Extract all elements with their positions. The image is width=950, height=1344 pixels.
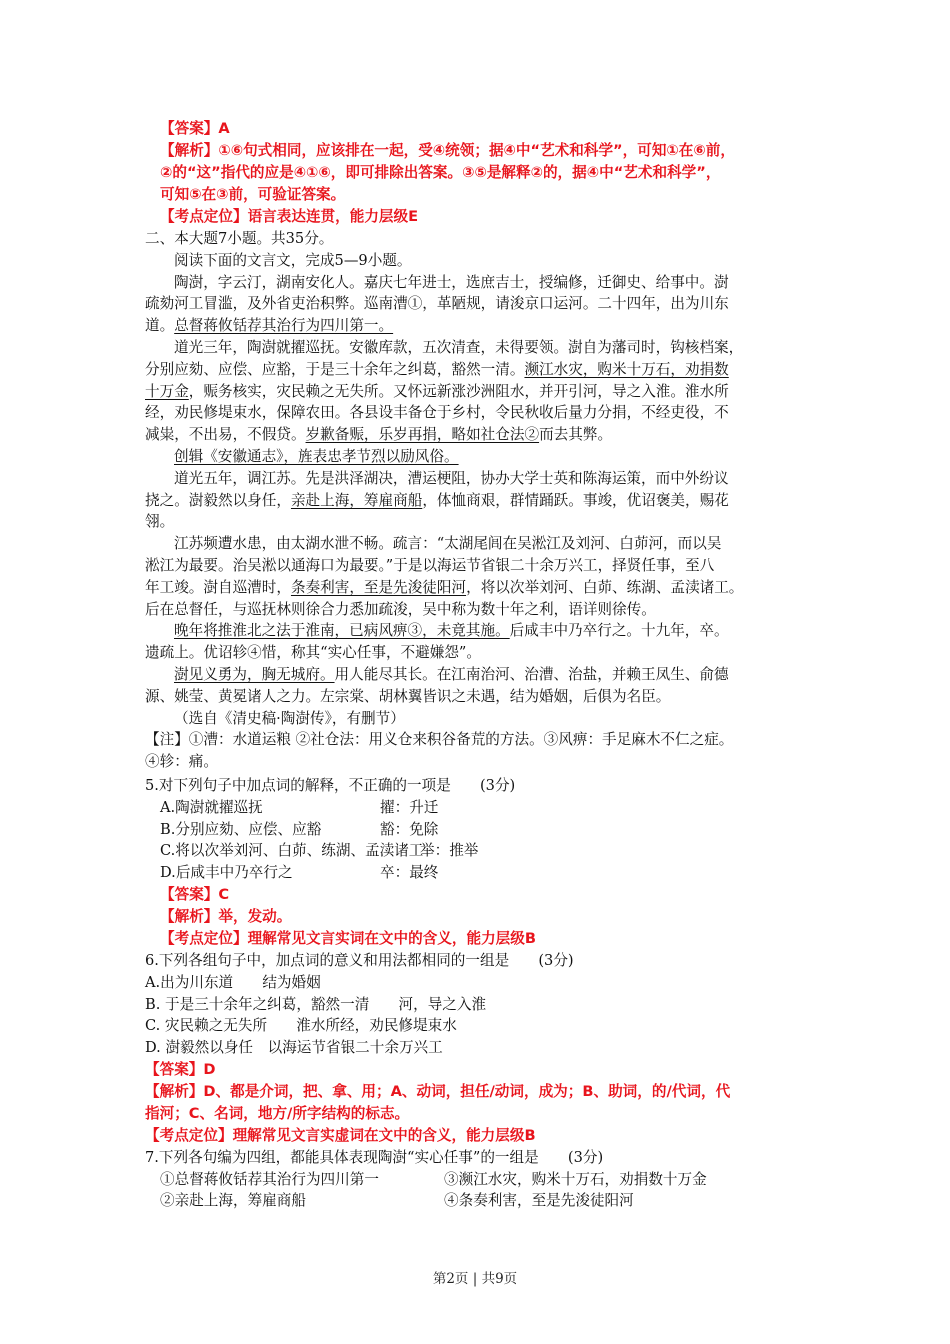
underlined-sentence: 晚年将推淮北之法于淮南，已病风痹③，未竟其施。 (174, 622, 510, 640)
passage-line: 疏劾河工冒滥，及外省吏治积弊。巡南漕①，革陋规，请浚京口运河。二十四年，出为川东 (145, 295, 729, 313)
q4-analysis-line: 可知⑤在③前，可验证答案。 (160, 186, 346, 203)
option-gloss: 卒：最终 (380, 864, 439, 882)
q4-analysis-line: 【解析】①⑥句式相同，应该排在一起，受④统领；据④中“艺术和科学”，可知①在⑥前， (160, 142, 735, 159)
underlined-sentence-4: 条奏利害，至是先浚徒阳河 (290, 578, 467, 596)
passage-text: 而去其弊。 (539, 426, 613, 444)
q7-item: ③濒江水灾，购米十万石，劝捐数十万金 (444, 1170, 707, 1188)
q6-analysis-line: 指河；C、名词，地方/所字结构的标志。 (145, 1104, 410, 1122)
passage-line (145, 359, 817, 381)
passage-text: 减粜，不出易，不假贷。 (145, 426, 306, 444)
option-gloss: 豁：免除 (380, 820, 439, 838)
q7-item: ②亲赴上海，筹雇商船 (160, 1192, 306, 1210)
option-sentence: A.陶澍就擢巡抚 (160, 798, 263, 816)
passage-line: 道光三年，陶澍就擢巡抚。安徽库款，五次清查，未得要领。澍自为藩司时，钩核档案， (174, 338, 744, 356)
passage-line (145, 315, 817, 337)
q7-stem: 7.下列各句编为四组，都能具体表现陶澍“实心任事”的一组是 (3分) (145, 1148, 604, 1166)
q7-item: ①总督蒋攸铦荐其治行为四川第一 (160, 1170, 379, 1188)
q6-exam-point: 【考点定位】理解常见文言实虚词在文中的含义，能力层级B (145, 1126, 536, 1144)
underlined-sentence: 澍见义勇为，胸无城府。 (174, 665, 335, 683)
passage-text: 分别应劾、应偿、应豁，于是三十余年之纠葛，豁然一清。 (145, 360, 525, 378)
underlined-sentence: 岁歉备赈，乐岁再捐，略如社仓法② (305, 426, 540, 444)
passage-line (145, 424, 817, 446)
q7-items-row (145, 1190, 817, 1212)
passage-line: 遗疏上。优诏轸④惜，称其“实心任事，不避嫌怨”。 (145, 644, 481, 662)
q5-exam-point: 【考点定位】理解常见文言实词在文中的含义，能力层级B (160, 929, 536, 947)
section-heading: 二、本大题7小题。共35分。 (145, 230, 334, 247)
q5-option-a (145, 797, 817, 819)
passage-line (145, 446, 817, 468)
passage-text: 用人能尽其长。在江南治河、治漕、治盐，并赖王凤生、俞德 (334, 665, 729, 683)
q7-item: ④条奏利害，至是先浚徒阳河 (444, 1192, 634, 1210)
passage-text: ，体恤商艰，群情踊跃。事竣，优诏褒美，赐花 (422, 491, 729, 509)
underlined-sentence: 创辑《安徽通志》，旌表忠孝节烈以励风俗。 (174, 447, 459, 465)
q5-option-c (145, 840, 817, 862)
underlined-sentence-3: 濒江水灾，购米十万石，劝捐数 (524, 360, 729, 378)
passage-text: 后咸丰中乃卒行之。十九年，卒。 (509, 622, 729, 640)
passage-line: 经，劝民修堤束水，保障农田。各县设丰备仓于乡村，令民秋收后量力分捐，不经吏役，不 (145, 404, 729, 422)
option-sentence: C.将以次举刘河、白茆、练湖、孟渎诸工 (160, 842, 424, 860)
underlined-sentence-3-cont: 十万金 (145, 382, 189, 400)
passage-line: 道光五年，调江苏。先是洪泽湖决，漕运梗阻，协办大学士英和陈海运策，而中外纷议 (174, 469, 729, 487)
q6-analysis-line: 【解析】D、都是介词，把、拿、用；A、动词，担任/动词，成为；B、助词，的/代词，代 (145, 1082, 731, 1100)
passage-text: 挠之。澍毅然以身任， (145, 491, 291, 509)
passage-line (145, 664, 817, 686)
notes-line: 【注】①漕：水道运粮 ②社仓法：用义仓来积谷备荒的方法。③风痹：手足麻木不仁之症。 (145, 731, 734, 749)
q5-analysis: 【解析】举，发动。 (160, 907, 292, 925)
underlined-sentence-1: 总督蒋攸铦荐其治行为四川第一。 (174, 317, 394, 335)
passage-line: 翎。 (145, 513, 175, 531)
passage-line (145, 490, 817, 512)
passage-line (145, 577, 817, 599)
passage-line (145, 381, 817, 403)
passage-text: ，赈务核实，灾民赖之无失所。又怀远新涨沙洲阻水，并开引河，导之入淮。淮水所 (188, 382, 729, 400)
passage-line: 淞江为最要。治吴淞以通海口为最要。”于是以海运节省银二十余万兴工，择贤任事，至八 (145, 556, 715, 574)
q7-items-row (145, 1169, 817, 1191)
passage-line: 源、姚莹、黄冕诸人之力。左宗棠、胡林翼皆识之未遇，结为婚姻，后俱为名臣。 (145, 687, 671, 705)
q4-answer: 【答案】A (160, 120, 230, 137)
page-content (145, 118, 817, 1212)
q6-option-b: B. 于是三十余年之纠葛，豁然一清 河，导之入淮 (145, 995, 487, 1013)
q4-analysis-line: ②的“这”指代的应是④①⑥，即可排除出答案。③⑤是解释②的，据④中“艺术和科学”， (160, 164, 721, 181)
section-intro: 阅读下面的文言文，完成5—9小题。 (174, 251, 412, 269)
q6-answer: 【答案】D (145, 1060, 216, 1078)
passage-line (145, 620, 817, 642)
q5-stem: 5.对下列句子中加点词的解释，不正确的一项是 (3分) (145, 776, 516, 794)
underlined-sentence-2: 亲赴上海，筹雇商船 (290, 491, 423, 509)
passage-line: 后在总督任，与巡抚林则徐合力悉加疏浚，吴中称为数十年之利，语详则徐传。 (145, 600, 656, 618)
passage-line: 陶澍，字云汀，湖南安化人。嘉庆七年进士，选庶吉士，授编修，迁御史、给事中。澍 (174, 273, 729, 291)
q6-option-a: A.出为川东道 结为婚姻 (145, 973, 321, 991)
page-footer: 第2页 | 共9页 (432, 1271, 518, 1287)
option-gloss: 举：推举 (420, 842, 479, 860)
passage-source: （选自《清史稿·陶澍传》，有删节） (174, 709, 405, 727)
passage-text: 年工竣。澍自巡漕时， (145, 578, 291, 596)
q5-option-b (145, 819, 817, 841)
q6-option-c: C. 灾民赖之无失所 淮水所经，劝民修堤束水 (145, 1017, 457, 1035)
q4-exam-point: 【考点定位】语言表达连贯，能力层级E (160, 208, 419, 225)
notes-line: ④轸：痛。 (145, 753, 218, 771)
q5-answer: 【答案】C (160, 885, 230, 903)
q5-option-d (145, 862, 817, 884)
option-sentence: B.分别应劾、应偿、应豁 (160, 820, 322, 838)
passage-text: ，将以次举刘河、白茆、练湖、孟渎诸工。 (466, 578, 744, 596)
passage-text: 道。 (145, 317, 175, 335)
q6-option-d: D. 澍毅然以身任 以海运节省银二十余万兴工 (145, 1039, 443, 1057)
option-sentence: D.后咸丰中乃卒行之 (160, 864, 293, 882)
passage-line: 江苏频遭水患，由太湖水泄不畅。疏言：“太湖尾闾在吴淞江及刘河、白茆河，而以吴 (174, 535, 722, 553)
q6-stem: 6.下列各组句子中，加点词的意义和用法都相同的一组是 (3分) (145, 951, 574, 969)
option-gloss: 擢：升迁 (380, 798, 439, 816)
